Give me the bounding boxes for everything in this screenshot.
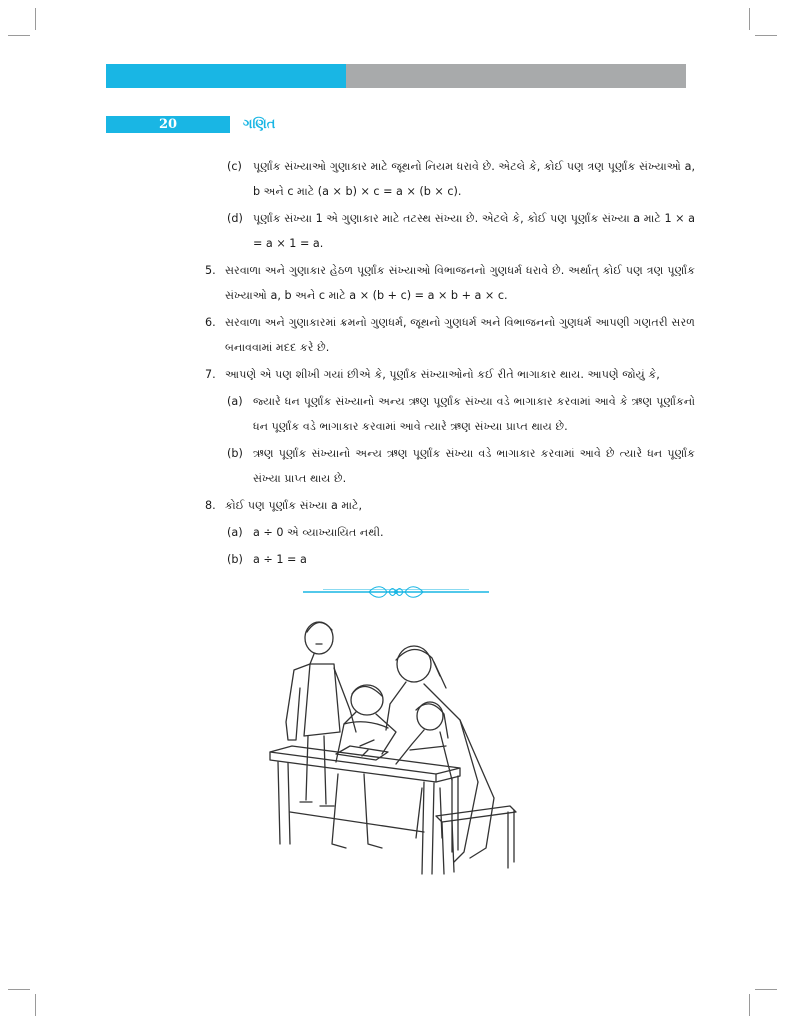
sub-item <box>227 206 695 256</box>
crop-mark <box>749 8 750 30</box>
item-text: કોઈ પણ પૂર્ણાંક સંખ્યા a માટે, <box>225 499 363 512</box>
item-marker: (d) <box>227 212 243 225</box>
item-text: પૂર્ણાંક સંખ્યાઓ ગુણાકાર માટે જૂથનો નિયમ ધરાવે છે. એટલે કે, કોઈ પણ ત્રણ પૂર્ણાંક સંખ્યાઓ a, b અને c માટે (a × b) × c = a × (b × c). <box>253 160 695 198</box>
crop-mark <box>35 994 36 1016</box>
item-marker: 7. <box>205 368 216 381</box>
item-text: પૂર્ણાંક સંખ્યા 1 એ ગુણાકાર માટે તટસ્થ સંખ્યા છે. એટલે કે, કોઈ પણ પૂર્ણાંક સંખ્યા a માટે 1 × a = a × 1 = a. <box>253 212 695 250</box>
header-band-grey <box>346 64 686 88</box>
item-marker: (c) <box>227 160 242 173</box>
item-marker: (b) <box>227 447 243 460</box>
item-text: ઋણ પૂર્ણાંક સંખ્યાનો અન્ય ઋણ પૂર્ણાંક સંખ્યા વડે ભાગાકાર કરવામાં આવે છે ત્યારે ધન પૂર્ણાંક સંખ્યા પ્રાપ્ત થાય છે. <box>253 447 695 485</box>
item-text: જ્યારે ધન પૂર્ણાંક સંખ્યાનો અન્ય ઋણ પૂર્ણાંક સંખ્યા વડે ભાગાકાર કરવામાં આવે કે ઋણ પૂર્ણાંકનો ધન પૂર્ણાંક વડે ભાગાકાર કરવામાં આવે ત્યારે ઋણ સંખ્યા પ્રાપ્ત થાય છે. <box>253 395 695 433</box>
header-band-accent <box>106 64 346 88</box>
sub-item <box>227 154 695 204</box>
crop-mark <box>8 35 30 36</box>
crop-mark <box>755 35 777 36</box>
item-text: a ÷ 0 એ વ્યાખ્યાયિત નથી. <box>253 526 384 539</box>
numbered-item <box>205 310 695 360</box>
item-text: a ÷ 1 = a <box>253 553 307 566</box>
item-text: સરવાળા અને ગુણાકાર હેઠળ પૂર્ણાંક સંખ્યાઓ વિભાજનનો ગુણધર્મ ધરાવે છે. અર્થાત્ કોઈ પણ ત્રણ પૂર્ણાંક સંખ્યાઓ a, b અને c માટે a × (b + c) = a × b + a × c. <box>225 264 695 302</box>
item-marker: (a) <box>227 526 243 539</box>
item-marker: (a) <box>227 395 243 408</box>
item-text: આપણે એ પણ શીખી ગયાં છીએ કે, પૂર્ણાંક સંખ્યાઓનો કઈ રીતે ભાગાકાર થાય. આપણે જોયું કે, <box>225 368 660 381</box>
flourish-divider-icon <box>303 582 489 602</box>
item-marker: 6. <box>205 316 216 329</box>
item-marker: (b) <box>227 553 243 566</box>
crop-mark <box>749 994 750 1016</box>
sub-item <box>227 547 695 572</box>
numbered-item <box>205 493 695 518</box>
item-text: સરવાળા અને ગુણાકારમાં ક્રમનો ગુણધર્મ, જૂથનો ગુણધર્મ અને વિભાજનનો ગુણધર્મ આપણી ગણતરી સરળ બનાવવામાં મદદ કરે છે. <box>225 316 695 354</box>
item-marker: 5. <box>205 264 216 277</box>
numbered-item <box>205 258 695 308</box>
page-number: 20 <box>158 117 178 132</box>
crop-mark <box>35 8 36 30</box>
crop-mark <box>755 989 777 990</box>
summary-list <box>205 154 695 572</box>
numbered-item <box>205 362 695 387</box>
book-title: ગણિત <box>243 117 276 132</box>
sub-item <box>227 389 695 439</box>
item-marker: 8. <box>205 499 216 512</box>
children-studying-at-table-icon <box>264 612 524 882</box>
sub-item <box>227 441 695 491</box>
sub-item <box>227 520 695 545</box>
crop-mark <box>8 989 30 990</box>
